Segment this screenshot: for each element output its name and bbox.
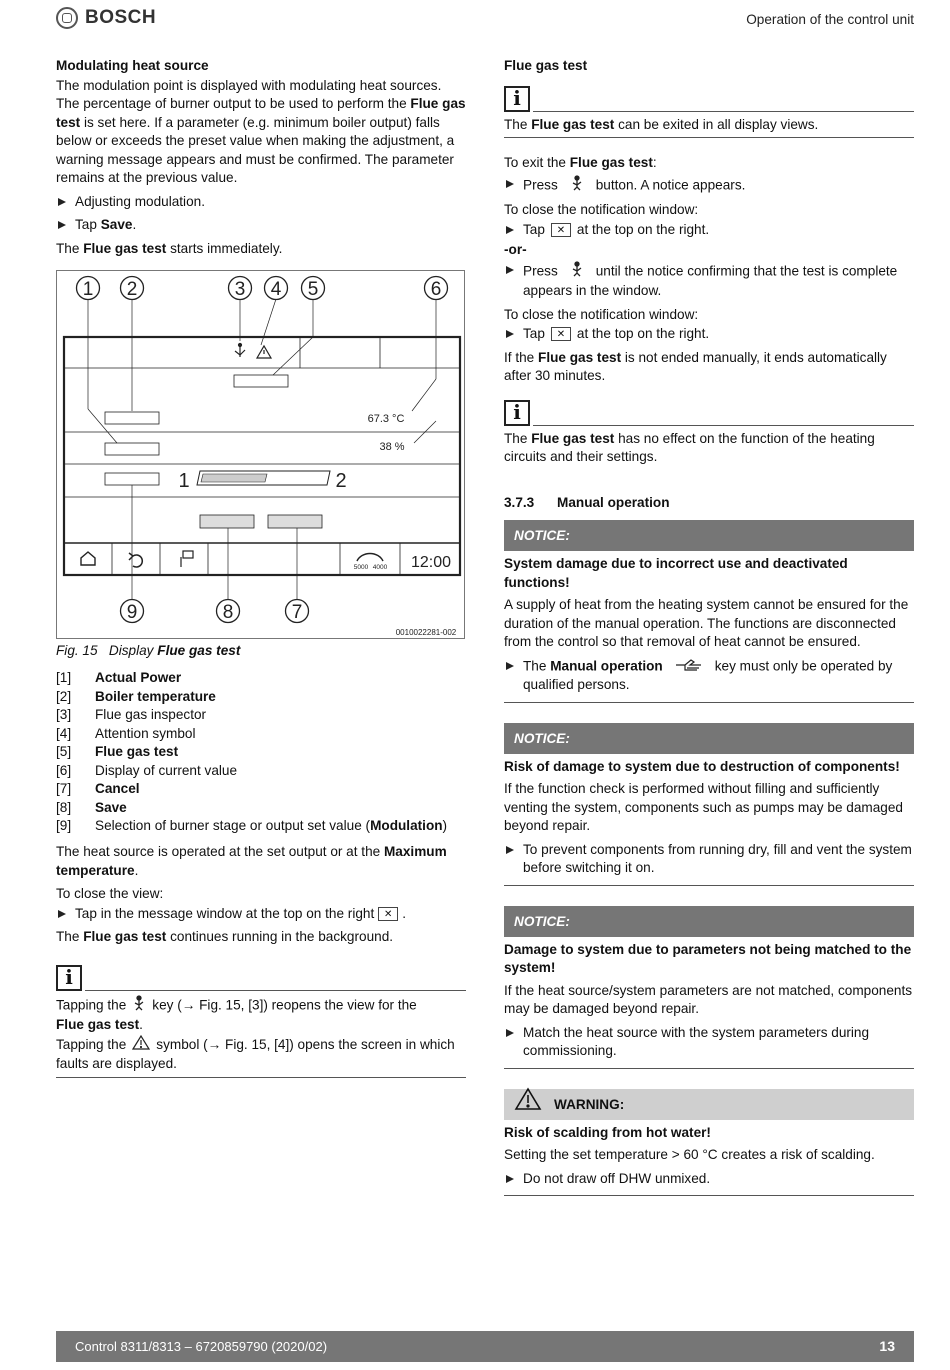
text: The [523,657,551,673]
caption-text: Display [108,643,158,658]
operated-paragraph [56,843,466,880]
callout-label-4: 4 [270,279,282,300]
bullet-adjust: Adjusting modulation. [56,193,466,212]
not-ended-paragraph [504,349,914,386]
brand-name: BOSCH [85,6,157,28]
notice-bar: NOTICE: [504,723,914,754]
text-bold: Manual operation [550,657,663,673]
stage-2-label: 2 [335,470,347,492]
text: . [139,1017,143,1032]
legend-label: Cancel [95,781,140,796]
heading-modulating: Modulating heat source [56,58,209,73]
text: button. A notice appears. [595,176,746,192]
text: at the top on the right. [576,221,710,237]
text: . [134,862,139,878]
text-bold: Flue gas test [531,116,615,132]
notice-bar: NOTICE: [504,520,914,551]
text: To exit the [504,155,570,170]
text: continues running in the background. [166,929,394,944]
notice-heading: Damage to system due to parameters not being matched to the system! [504,941,912,975]
section-title: Operation of the control unit [746,12,914,27]
boiler-temp-field [105,412,159,424]
notice-text: If the heat source/system parameters are not matched, components may be damaged beyond repair. [504,982,913,1016]
notice-block-3 [504,941,914,1069]
info-menu-icon [181,551,193,567]
callout-label-8: 8 [222,602,234,623]
info-box-no-effect [504,396,914,470]
notice-bullet: To prevent components from running dry, fill and vent the system before switching it on. [504,841,914,878]
footer-document-id: Control 8311/8313 – 6720859790 (2020/02) [75,1339,328,1354]
bosch-armature-icon [56,7,78,29]
info-text [56,995,466,1074]
text: has no effect on the function of the heating circuits and their settings. [504,430,875,464]
legend-num: [1] [56,670,72,685]
slider-fill [201,474,267,482]
info-text [504,430,914,467]
text: Tapping the [56,996,127,1012]
gauge-label-a: 5000 [353,564,369,571]
legend-label: Actual Power [95,670,182,685]
text: Press [523,176,558,192]
legend-row [56,669,466,688]
callout-label-2: 2 [126,279,138,300]
flue-gas-inspector-icon [235,344,245,358]
info-icon: i [504,86,530,112]
figure-reference: 0010022281-002 [395,628,457,637]
right-column [504,57,914,1196]
legend-row [56,688,466,707]
continues-paragraph [56,928,466,947]
page-footer [56,1331,914,1362]
info-icon: i [56,965,82,991]
left-lower-text [56,843,466,1086]
gauge-icon [357,553,383,561]
text: The [56,929,84,944]
text: The [504,116,532,132]
text-bold: Flue gas test [56,1017,140,1032]
legend-label: Boiler temperature [95,688,216,704]
notice-block-1 [504,555,914,703]
text-bold: Maximum temperature [56,844,447,878]
callout-label-7: 7 [291,602,303,623]
page-number: 13 [879,1338,895,1354]
close-notification-label: To close the notification window: [504,202,699,217]
flue-gas-inspector-icon [570,261,584,283]
callout-label-6: 6 [430,279,442,300]
text: : [652,155,657,170]
modulation-paragraph [56,77,466,188]
time-readout: 12:00 [410,554,452,571]
flue-gas-test-field [234,375,288,387]
text: Tap [523,326,545,341]
text: key must only be operated by qualified persons. [523,657,893,692]
callout-label-3: 3 [234,279,246,300]
warning-bar [504,1089,914,1120]
save-button-field [200,515,254,528]
legend-num: [9] [56,818,72,833]
notice-text: A supply of heat from the heating system cannot be ensured for the duration of the manual operation. The functions are disconnected from the control so that removal of heat cannot be ensured. [504,597,909,649]
warning-block [504,1124,914,1197]
text: until the notice confirming that the test is complete appears in the window. [523,262,898,298]
text: is set here. If a parameter (e.g. minimum boiler output) falls below or exceeds the preset value when making the adjustment, a warning message appears and must be confirmed. The parameter remains at the previous value. [56,114,455,185]
display-diagram [57,271,464,638]
legend-row [56,706,466,725]
close-icon: ✕ [378,907,398,921]
screen-frame [64,337,460,575]
legend-num: [6] [56,762,72,778]
callout-label-1: 1 [82,279,94,300]
warning-heading: Risk of scalding from hot water! [504,1124,711,1140]
legend-label: Flue gas inspector [95,707,207,722]
text-bold: Flue gas test [531,430,615,446]
modulation-field [105,473,159,485]
close-icon: ✕ [551,327,571,341]
close-notification-label: To close the notification window: [504,306,699,322]
actual-power-field [105,443,159,455]
legend-row [56,725,466,744]
legend-label-tail: ) [442,818,448,833]
text-bold: Flue gas test [56,96,466,130]
legend-label: Save [95,799,127,815]
notice-text: If the function check is performed without filling and sufficiently venting the system, components such as pumps may be damaged beyond repair. [504,781,903,833]
text: symbol (→ Fig. 15, [4]) opens the screen in which faults are displayed. [56,1036,455,1071]
legend-num: [2] [56,688,72,704]
warning-icon [514,1087,542,1122]
gauge-label-b: 4000 [372,564,388,571]
flue-gas-inspector-icon [132,995,146,1017]
callout-label-9: 9 [126,602,138,623]
heading-flue-gas-test: Flue gas test [504,58,588,73]
callout-label-5: 5 [307,279,319,300]
warning-text: Setting the set temperature > 60 °C creates a risk of scalding. [504,1147,875,1162]
legend-num: [5] [56,744,72,759]
info-box-exit [504,82,914,139]
figure-display-flue-gas-test [56,270,465,639]
text: starts immediately. [166,240,283,256]
bullet-press-button [504,175,914,197]
text: The modulation point is displayed with modulating heat sources. The percentage of burner output to be used to perform the [56,77,442,111]
caption-bold: Flue gas test [157,643,241,658]
bullet-tap-save: Tap Save. [56,216,466,235]
back-icon [129,553,142,567]
text-bold: Flue gas test [538,349,622,365]
text: If the [504,349,539,365]
legend-label: Attention symbol [95,725,196,741]
bullet-press-until [504,261,914,301]
close-view-label: To close the view: [56,886,164,901]
figure-caption [56,642,240,661]
warning-bullet: Do not draw off DHW unmixed. [504,1170,914,1189]
legend-label-bold: Modulation [370,818,443,833]
section-heading [504,494,914,513]
caption-number: Fig. 15 [56,643,98,658]
legend-num: [8] [56,799,72,815]
or-separator: -or- [504,242,527,257]
attention-icon [132,1035,150,1056]
bullet-tap-message: Tap in the message window at the top on the right ✕ . [56,905,466,924]
figure-legend [56,669,466,836]
text: Tap [523,221,545,237]
info-icon: i [504,400,530,426]
info-text [504,116,914,135]
text: The heat source is operated at the set output or at the [56,844,384,859]
text-bold: Flue gas test [83,240,167,256]
notice-block-2 [504,758,914,886]
bosch-logo [56,7,156,29]
left-column [56,57,466,263]
cancel-button-field [268,515,322,528]
manual-operation-hand-icon [675,657,703,677]
info-box-tapping [56,961,466,1078]
legend-row [56,743,466,762]
exit-paragraph [504,154,914,173]
attention-icon [257,346,271,358]
text: key (→ Fig. 15, [3]) reopens the view for the [152,996,417,1012]
text: can be exited in all display views. [614,116,819,132]
notice-heading: System damage due to incorrect use and deactivated functions! [504,556,848,590]
legend-row [56,817,466,836]
text: at the top on the right. [576,326,710,341]
text: The [56,240,84,256]
legend-label: Selection of burner stage or output set value ( [95,818,371,833]
notice-heading: Risk of damage to system due to destruction of components! [504,758,900,774]
stage-1-label: 1 [178,470,190,492]
text: Tap [75,217,101,232]
legend-num: [3] [56,707,72,722]
section-number: 3.7.3 [504,494,535,510]
text: Tapping the [56,1036,127,1052]
temp-readout: 67.3 °C [367,413,405,425]
legend-label: Flue gas test [95,744,179,759]
text: is not ended manually, it ends automatically after 30 minutes. [504,349,887,383]
bullet-tap-close [504,221,914,240]
flue-gas-inspector-icon [570,175,584,197]
section-title-text: Manual operation [557,494,670,510]
legend-num: [4] [56,725,72,741]
text-bold: Flue gas test [569,155,653,170]
legend-label: Display of current value [95,762,238,778]
percent-readout: 38 % [379,441,405,453]
text: Tap in the message window at the top on the right [75,905,375,921]
legend-row [56,799,466,818]
bullet-tap-close [504,325,914,344]
save-label: Save [100,217,133,232]
legend-num: [7] [56,781,72,796]
starts-paragraph [56,240,466,259]
legend-row [56,762,466,781]
legend-row [56,780,466,799]
notice-bullet: Match the heat source with the system parameters during commissioning. [504,1024,914,1061]
warning-label: WARNING: [554,1096,625,1112]
notice-bar: NOTICE: [504,906,914,937]
text: Press [523,262,558,278]
home-icon [81,552,95,565]
notice-bullet [504,657,914,695]
close-icon: ✕ [551,223,571,237]
text-bold: Flue gas test [83,929,167,944]
page-header [56,7,914,35]
text: The [504,430,532,446]
